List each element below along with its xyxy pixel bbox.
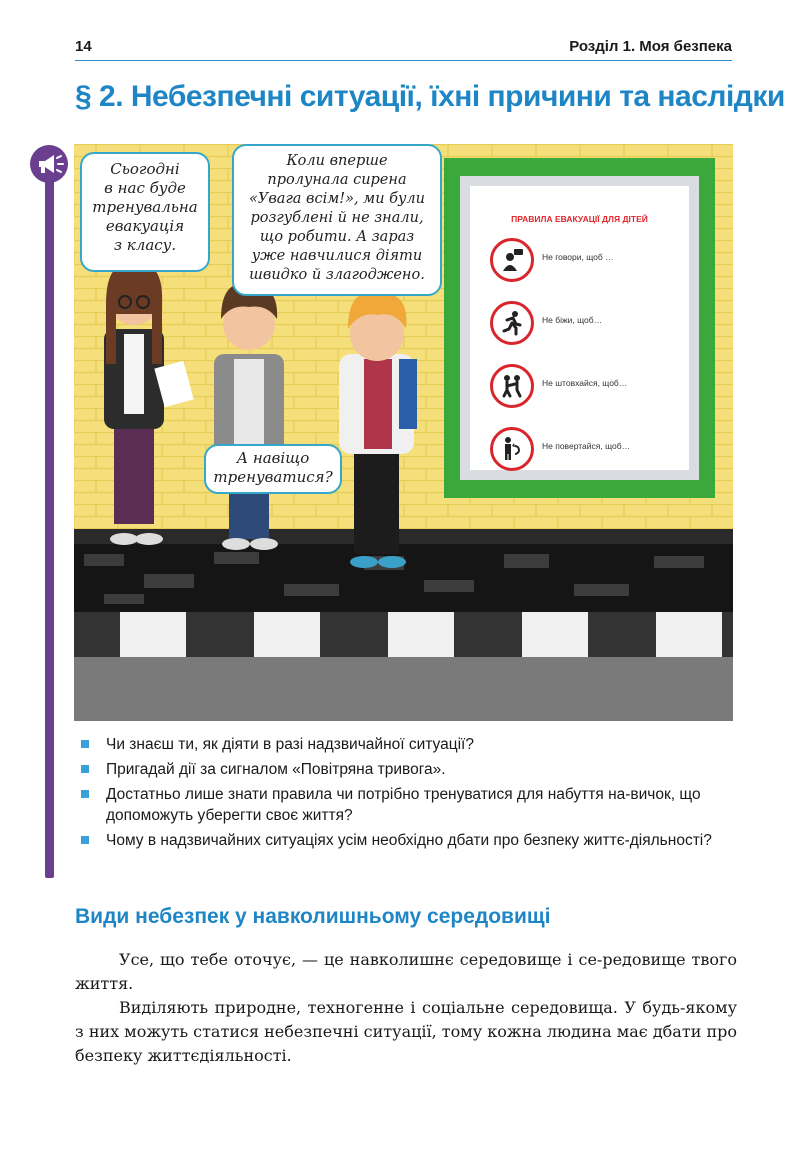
bubble-line: розгублені й не знали, [250,210,424,226]
bubble-line: що робити. А зараз [259,229,415,245]
rule-text: Не говори, щоб … [542,252,614,262]
speech-bubble-middle-boy [204,444,342,494]
paragraph: Виділяють природне, техногенне і соціальне середовища. У будь-якому з них можуть статися небезпечні ситуації, тому кожна людина має дбати про безпеку життєдіяльності. [75,998,737,1065]
speech-bubble-right-boy [232,144,442,296]
poster-heading: ПРАВИЛА ЕВАКУАЦІЇ ДЛЯ ДІТЕЙ [511,214,648,224]
bubble-line: тренуватися? [213,468,333,486]
page-number: 14 [75,38,92,55]
page-title: § 2. Небезпечні ситуації, їхні причини та наслідки [75,80,785,113]
bubble-line: в нас буде [104,179,186,197]
bubble-line: швидко й злагоджено. [249,267,425,283]
bubble-line: тренувальна [92,198,198,216]
bubble-line: пролунала сирена [267,172,407,188]
bubble-line: «Увага всім!», ми були [249,191,425,207]
speech-bubble-girl [80,152,210,272]
paragraph: Усе, що тебе оточує, — це навколишнє середовище і се-редовище твого життя. [75,950,737,993]
chapter-title: Розділ 1. Моя безпека [569,38,732,55]
side-accent-bar [45,160,54,878]
no-pushing-icon [490,364,534,408]
no-turning-back-icon [490,427,534,471]
no-running-icon [490,301,534,345]
list-item: Пригадай дії за сигналом «Повітряна тривога». [80,759,740,780]
bubble-line: А навіщо [236,449,310,467]
section-heading: Види небезпек у навколишньому середовищі [75,905,551,928]
header-divider [75,60,732,61]
evacuation-illustration [74,144,733,721]
bubble-line: Коли вперше [286,153,388,169]
rule-text: Не повертайся, щоб… [542,441,631,451]
bubble-line: з класу. [113,236,177,254]
bubble-line: уже навчилися діяти [251,248,423,264]
bubble-line: Сьогодні [110,160,180,178]
question-list [80,734,740,855]
rule-text: Не біжи, щоб… [542,315,603,325]
list-item: Достатньо лише знати правила чи потрібно тренуватися для набуття на-вичок, що допоможуть уберегти своє життя? [80,784,740,826]
poster-rule [490,364,680,408]
poster-rule [490,301,680,345]
poster-rule [490,238,680,282]
list-item: Чи знаєш ти, як діяти в разі надзвичайної ситуації? [80,734,740,755]
megaphone-icon [30,145,68,183]
list-item: Чому в надзвичайних ситуаціях усім необхідно дбати про безпеку життє-діяльності? [80,830,740,851]
rule-text: Не штовхайся, щоб… [542,378,628,388]
poster-rule [490,427,680,471]
no-talking-icon [490,238,534,282]
bubble-line: евакуація [105,217,185,235]
evacuation-rules-poster [444,158,715,498]
